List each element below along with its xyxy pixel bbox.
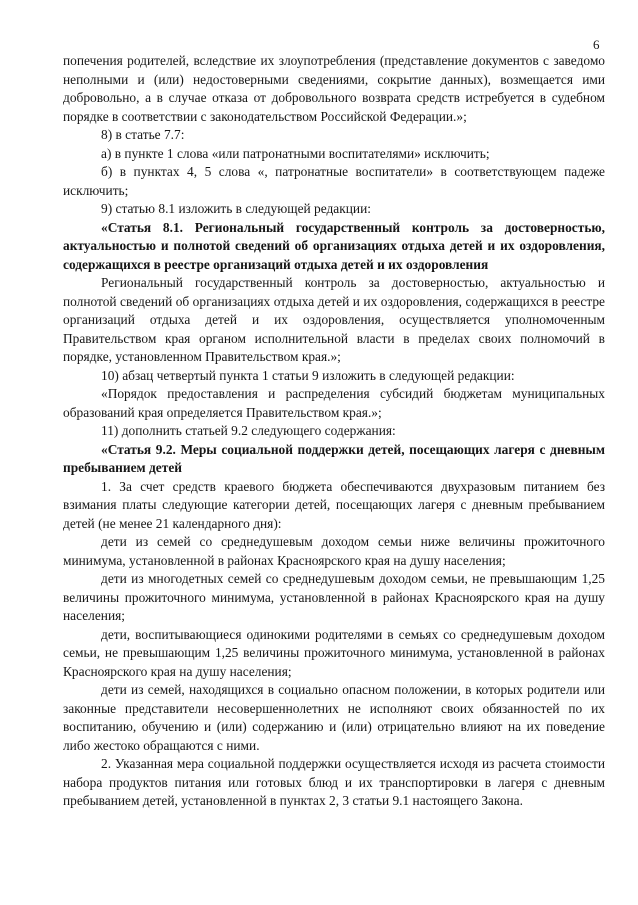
paragraph: 8) в статье 7.7: bbox=[101, 127, 185, 142]
paragraph: 9) статью 8.1 изложить в следующей редакции: bbox=[101, 201, 371, 216]
page-number: 6 bbox=[593, 37, 600, 52]
document-body bbox=[63, 52, 605, 811]
paragraph: «Порядок предоставления и распределения субсидий бюджетам муниципальных образований края определяется Правительством края.»; bbox=[63, 386, 605, 420]
paragraph: попечения родителей, вследствие их злоупотребления (представление документов с заведомо неполными и (или) недостоверными сведениями, сокрытие данных), возмещается ими добровольно, а в случае отказа от добровольного возврата средств истребуется в судебном порядке в соответствии с законодательством Российской Федерации.»; bbox=[63, 53, 605, 124]
paragraph: 11) дополнить статьей 9.2 следующего содержания: bbox=[101, 423, 396, 438]
paragraph: дети из семей со среднедушевым доходом семьи ниже величины прожиточного минимума, установленной в районах Красноярского края на душу населения; bbox=[63, 534, 605, 568]
paragraph: 1. За счет средств краевого бюджета обеспечиваются двухразовым питанием без взимания платы следующие категории детей, посещающих лагеря с дневным пребыванием детей (не менее 21 календарного дня): bbox=[63, 478, 605, 531]
paragraph: дети, воспитывающиеся одинокими родителями в семьях со среднедушевым доходом семьи, не превышающим 1,25 величины прожиточного минимума, установленной в районах Красноярского края на душу населения; bbox=[63, 626, 605, 679]
paragraph: 10) абзац четвертый пункта 1 статьи 9 изложить в следующей редакции: bbox=[101, 367, 515, 383]
paragraph: дети из семей, находящихся в социально опасном положении, в которых родители или законные представители несовершеннолетних не исполняют своих обязанностей по их воспитанию, обучению и (или) содержанию и (или) отрицательно влияют на их поведение либо жестоко обращаются с ними. bbox=[63, 682, 605, 753]
paragraph: 2. Указанная мера социальной поддержки осуществляется исходя из расчета стоимости набора продуктов питания или готовых блюд и их транспортировки в лагеря с дневным пребыванием детей, установленной в пунктах 2, 3 статьи 9.1 настоящего Закона. bbox=[63, 756, 605, 808]
paragraph: Региональный государственный контроль за достоверностью, актуальностью и полнотой сведений об организациях отдыха детей и их оздоровления, содержащихся в реестре организаций отдыха детей и их оздоровления, осуществляется уполномоченным Правительством края органом исполнительной власти в пределах своих полномочий в порядке, установленном Правительством края.»; bbox=[63, 275, 605, 364]
article-heading: «Статья 8.1. Региональный государственный контроль за достоверностью, актуальностью и полнотой сведений об организациях отдыха детей и их оздоровления, содержащихся в реестре организаций отдыха детей и их оздоровления bbox=[63, 219, 605, 272]
paragraph: б) в пунктах 4, 5 слова «, патронатные воспитатели» в соответствующем падеже исключить; bbox=[63, 164, 605, 198]
article-heading: «Статья 9.2. Меры социальной поддержки детей, посещающих лагеря с дневным пребыванием детей bbox=[63, 441, 605, 475]
paragraph: а) в пункте 1 слова «или патронатными воспитателями» исключить; bbox=[101, 145, 490, 161]
paragraph: дети из многодетных семей со среднедушевым доходом семьи, не превышающим 1,25 величины прожиточного минимума, установленной в районах Красноярского края на душу населения; bbox=[63, 571, 605, 623]
